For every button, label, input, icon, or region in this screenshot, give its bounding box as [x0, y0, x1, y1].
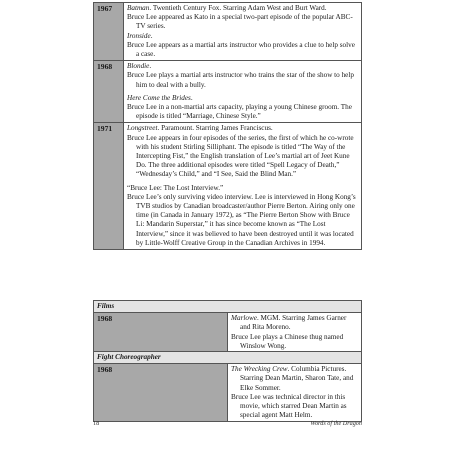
- list-item: The Wrecking Crew. Columbia Pictures. Starring Dean Martin, Sharon Tate, and Elke Sommer.: [231, 365, 354, 392]
- list-item: Batman. Twentieth Century Fox. Starring Adam West and Burt Ward.: [127, 4, 327, 12]
- table-row: [94, 313, 362, 353]
- list-item: Bruce Lee appeared as Kato in a special two-part episode of the popular ABC-TV series.: [127, 13, 353, 31]
- list-item: Bruce Lee plays a martial arts instructor who trains the star of the show to help him to deal with a bully.: [127, 71, 354, 89]
- year-cell: 1971: [94, 123, 124, 250]
- list-item: “Bruce Lee: The Lost Interview.”: [127, 183, 224, 192]
- table-row: [94, 3, 362, 61]
- title-ironside: Ironside: [127, 31, 151, 40]
- year-cell: 1968: [94, 313, 228, 353]
- list-item: Marlowe. MGM. Starring James Garner and Rita Moreno.: [231, 314, 347, 332]
- page-footer: [93, 420, 362, 427]
- list-item: Bruce Lee plays a Chinese thug named Winslow Wong.: [231, 332, 344, 350]
- year-cell: 1967: [94, 3, 124, 61]
- entry-cell: [124, 61, 362, 123]
- list-item: Bruce Lee’s only surviving video interview. Lee is interviewed in Hong Kong’s TVB studios by Canadian broadcaster/author Pierre Berton. Airing only one time (in Canada in January 1972), as “The Pierre Berton Show with Bruce Li: Mandarin Superstar,” it has since become known as “The Lost Interview,” since it was believed to have been destroyed until it was located by Little-Wolff Creative Group in the Canadian Archives in 1994.: [127, 192, 356, 247]
- title-the-wrecking-crew: The Wrecking Crew: [231, 365, 288, 374]
- section-header-films: Films: [94, 301, 362, 313]
- list-item: Blondie.: [127, 62, 152, 71]
- list-item: Ironside.: [127, 31, 153, 40]
- table-row: [94, 123, 362, 250]
- year-cell: 1968: [94, 364, 228, 422]
- entry-cell: [124, 3, 362, 61]
- entry-cell: [124, 123, 362, 250]
- title-marlowe: Marlowe: [231, 314, 257, 323]
- table-header-row: [94, 352, 362, 364]
- title-here-come-the-brides: Here Come the Brides: [127, 93, 191, 102]
- book-title: Words of the Dragon: [310, 420, 362, 427]
- title-blondie: Blondie: [127, 62, 150, 71]
- list-item: Bruce Lee appears as a martial arts instructor who provides a clue to help solve a case.: [127, 40, 355, 59]
- list-item: Bruce Lee in a non-martial arts capacity, playing a young Chinese groom. The episode is titled “Marriage, Chinese Style.”: [127, 103, 352, 121]
- list-item: Bruce Lee was technical director in this movie, which starred Dean Martin as special agent Matt Helm.: [231, 392, 347, 420]
- entry-cell: [228, 364, 362, 422]
- tv-appearances-table: [93, 2, 362, 250]
- fight-choreographer-table: [93, 351, 362, 422]
- films-table: [93, 300, 362, 353]
- list-item: Here Come the Brides.: [127, 93, 193, 102]
- table-row: [94, 364, 362, 422]
- title-longstreet: Longstreet: [127, 124, 158, 133]
- page-number: 18: [93, 420, 100, 427]
- year-cell: 1968: [94, 61, 124, 123]
- table-row: [94, 61, 362, 123]
- table-header-row: [94, 301, 362, 313]
- section-header-fight-choreographer: Fight Choreographer: [94, 352, 362, 364]
- list-item: Longstreet. Paramount. Starring James Franciscus.: [127, 124, 273, 133]
- list-item: Bruce Lee appears in four episodes of the series, the first of which he co-wrote with his student Stirling Silliphant. The episode is titled “The Way of the Intercepting Fist,” the English translation of Lee’s martial art of Jeet Kune Do. The three additional episodes were titled “Spell Legacy of Death,” “Wednesday’s Child,” and “I See, Said the Blind Man.”: [127, 133, 354, 179]
- entry-cell: [228, 313, 362, 353]
- title-batman: Batman: [127, 4, 150, 12]
